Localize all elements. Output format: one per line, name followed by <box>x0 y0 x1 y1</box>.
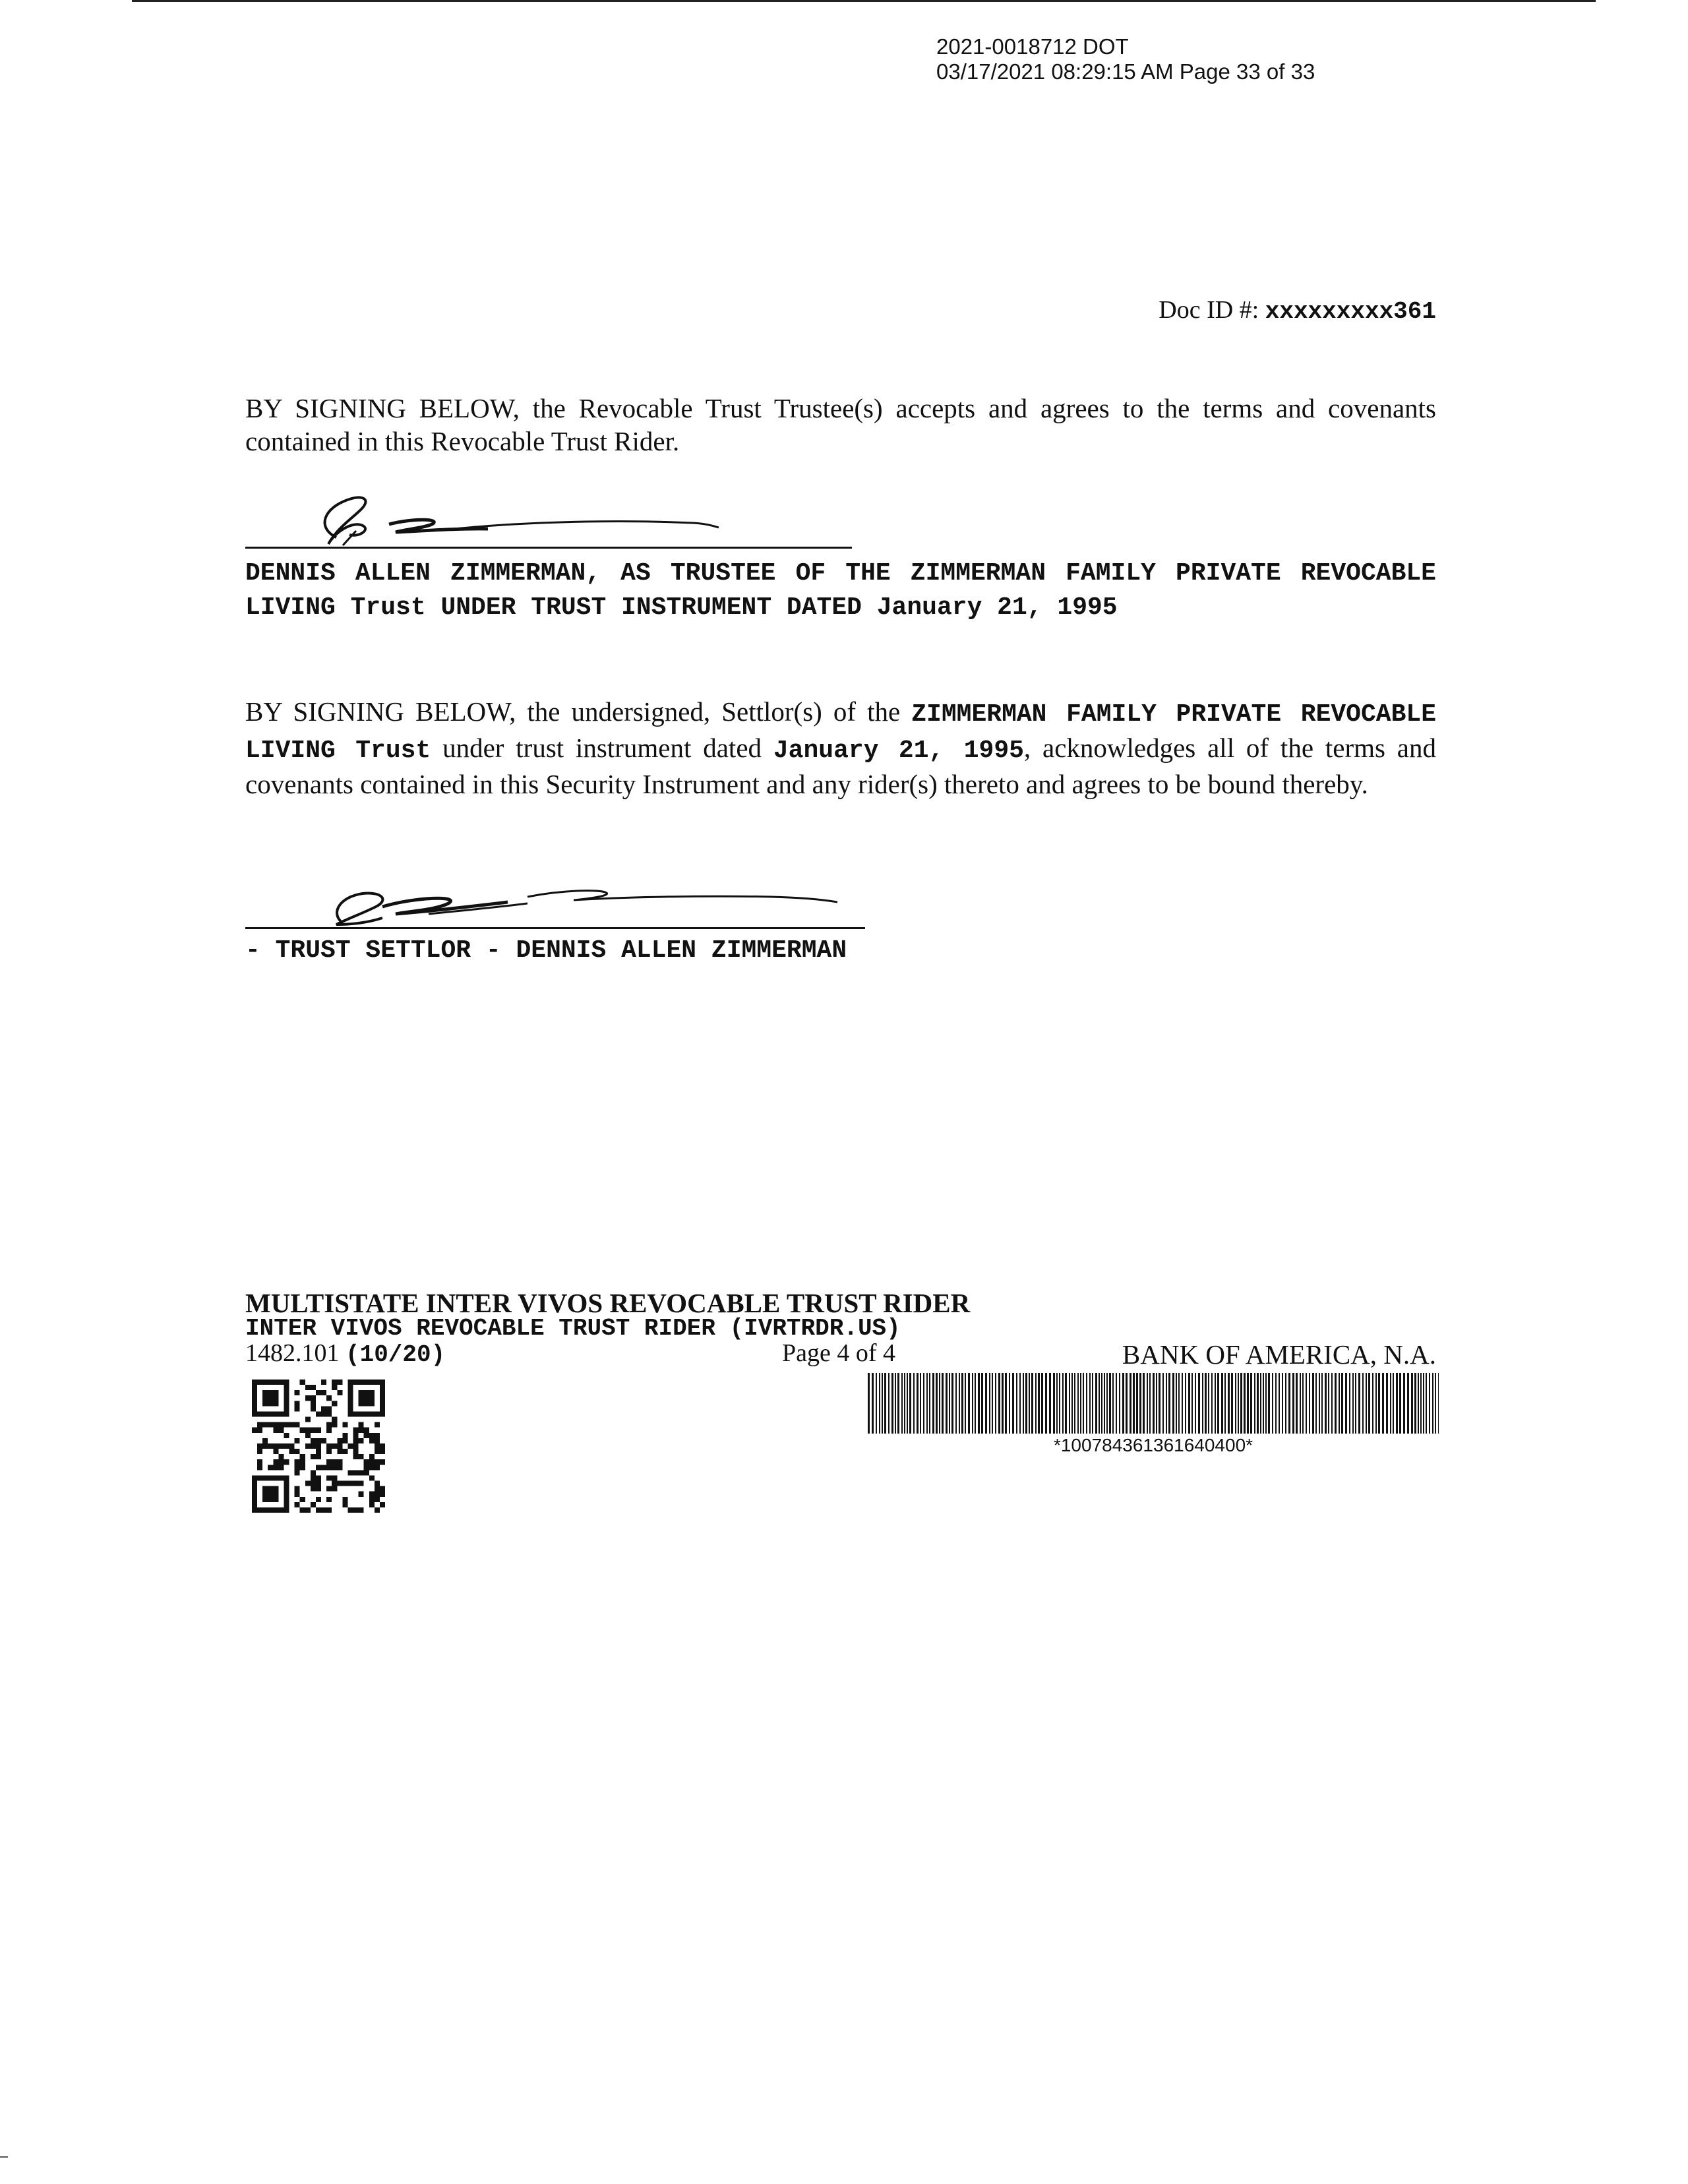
page-indicator: Page 4 of 4 <box>782 1339 896 1367</box>
settlor-signature-line <box>245 927 865 929</box>
trustee-acceptance-paragraph: BY SIGNING BELOW, the Revocable Trust Trustee(s) accepts and agrees to the terms and covenants contained in this Revocable Trust Rider. <box>245 393 1436 456</box>
trust-date: January 21, 1995 <box>773 737 1024 765</box>
trust-name: ZIMMERMAN FAMILY PRIVATE REVOCABLE LIVING Trust <box>245 700 1437 765</box>
recording-header <box>936 34 1315 84</box>
settlor-signature <box>310 877 857 933</box>
recording-number: 2021-0018712 DOT <box>936 34 1129 59</box>
doc-id-label: Doc ID #: <box>1159 296 1265 324</box>
trustee-name-block: DENNIS ALLEN ZIMMERMAN, AS TRUSTEE OF THE ZIMMERMAN FAMILY PRIVATE REVOCABLE LIVING Trust UNDER TRUST INSTRUMENT DATED January 21, 1995 <box>245 559 1436 622</box>
doc-id-value: xxxxxxxxx361 <box>1265 298 1436 325</box>
qr-code-icon <box>252 1380 385 1513</box>
barcode-icon <box>868 1373 1439 1434</box>
doc-id <box>1159 295 1436 325</box>
trustee-signature <box>290 491 752 554</box>
barcode-number: *100784361361640400* <box>1053 1435 1253 1455</box>
form-subtitle: INTER VIVOS REVOCABLE TRUST RIDER (IVRTRDR.US) <box>245 1315 901 1342</box>
bank-name: BANK OF AMERICA, N.A. <box>1122 1339 1436 1370</box>
settlor-acknowledgement-paragraph: BY SIGNING BELOW, the undersigned, Settlor(s) of the ZIMMERMAN FAMILY PRIVATE REVOCABLE LIVING Trust under trust instrument dated January 21, 1995, acknowledges all of the terms and covenants contained in this Security Instrument and any rider(s) thereto and agrees to be bound thereby. <box>245 696 1437 799</box>
margin-mark <box>0 2156 8 2158</box>
settlor-name-label: - TRUST SETTLOR - DENNIS ALLEN ZIMMERMAN <box>245 936 847 965</box>
top-rule <box>132 0 1596 2</box>
form-version: (10/20) <box>346 1341 446 1368</box>
form-number: 1482.101 (10/20) <box>245 1339 446 1368</box>
trustee-signature-line <box>245 547 852 549</box>
form-title: MULTISTATE INTER VIVOS REVOCABLE TRUST RIDER <box>245 1288 971 1318</box>
recording-timestamp: 03/17/2021 08:29:15 AM Page 33 of 33 <box>936 59 1315 84</box>
